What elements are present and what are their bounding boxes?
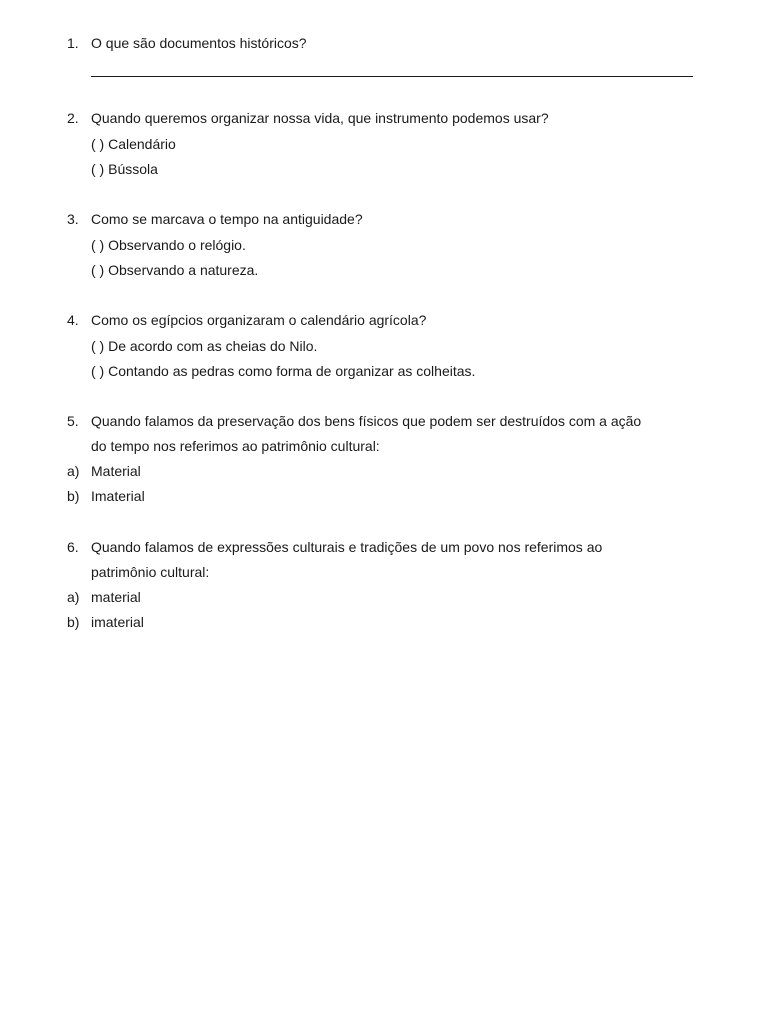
question-2-option-2[interactable]: ( ) Bússola (91, 161, 158, 177)
question-4-number: 4. (67, 312, 79, 328)
question-2-text: Quando queremos organizar nossa vida, que instrumento podemos usar? (91, 110, 549, 126)
question-4-option-1[interactable]: ( ) De acordo com as cheias do Nilo. (91, 338, 318, 354)
question-3-option-1[interactable]: ( ) Observando o relógio. (91, 237, 246, 253)
question-5-number: 5. (67, 413, 79, 429)
question-6-text-line-2: patrimônio cultural: (91, 564, 210, 580)
question-2-number: 2. (67, 110, 79, 126)
question-6-number: 6. (67, 539, 79, 555)
question-2-option-1[interactable]: ( ) Calendário (91, 136, 176, 152)
question-5-choice-b-marker: b) (67, 488, 80, 504)
question-1-number: 1. (67, 35, 79, 51)
question-3-option-2[interactable]: ( ) Observando a natureza. (91, 262, 259, 278)
question-6-choice-a[interactable]: material (91, 589, 141, 605)
question-6-text-line-1: Quando falamos de expressões culturais e tradições de um povo nos referimos ao (91, 539, 603, 555)
question-1-text: O que são documentos históricos? (91, 35, 307, 51)
question-5-choice-a-marker: a) (67, 463, 80, 479)
question-5-text-line-2: do tempo nos referimos ao patrimônio cultural: (91, 438, 380, 454)
question-4-option-2[interactable]: ( ) Contando as pedras como forma de organizar as colheitas. (91, 363, 476, 379)
question-6-choice-a-marker: a) (67, 589, 80, 605)
question-3-text: Como se marcava o tempo na antiguidade? (91, 211, 363, 227)
question-6-choice-b[interactable]: imaterial (91, 614, 144, 630)
question-1-answer-line[interactable] (91, 76, 693, 77)
question-5-text-line-1: Quando falamos da preservação dos bens físicos que podem ser destruídos com a ação (91, 413, 642, 429)
question-5-choice-a[interactable]: Material (91, 463, 141, 479)
question-5-choice-b[interactable]: Imaterial (91, 488, 145, 504)
question-4-text: Como os egípcios organizaram o calendário agrícola? (91, 312, 427, 328)
question-6-choice-b-marker: b) (67, 614, 80, 630)
question-3-number: 3. (67, 211, 79, 227)
